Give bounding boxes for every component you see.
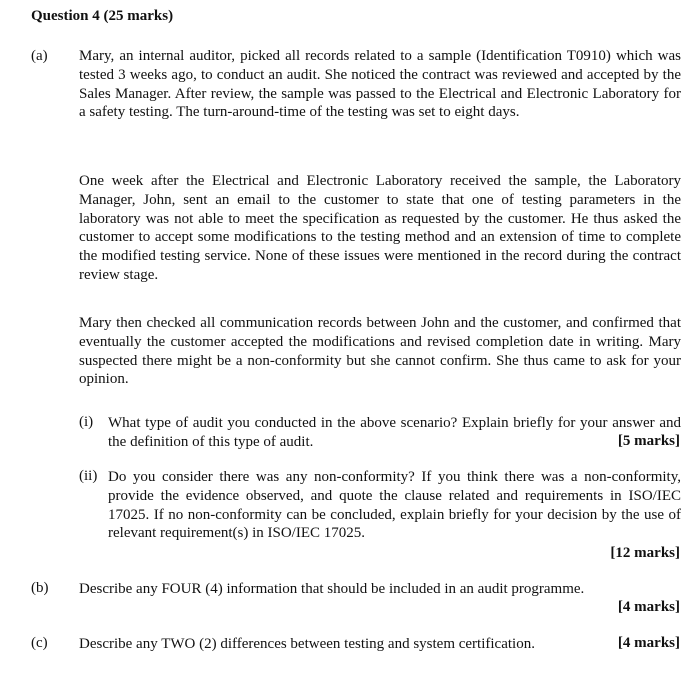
- subpart-i-text: What type of audit you conducted in the above scenario? Explain briefly for your answer and the definition of this type of audit.: [108, 415, 681, 450]
- subpart-ii-text: Do you consider there was any non-conformity? If you think there was a non-conformity, provide the evidence observed, and quote the clause related and requirements in ISO/IEC 17025. If no non-conformity can be concluded, explain briefly for your decision by the use of relevant requirement(s) in ISO/IEC 17025.: [108, 469, 681, 542]
- part-c-marks: [4 marks]: [617, 635, 680, 651]
- part-a-label: (a): [31, 48, 48, 64]
- part-b-text: Describe any FOUR (4) information that should be included in an audit programme.: [79, 581, 585, 597]
- part-c-text: Describe any TWO (2) differences between testing and system certification.: [79, 636, 535, 652]
- subpart-i-label: (i): [79, 414, 94, 430]
- part-c-label: (c): [31, 635, 48, 651]
- part-a-paragraph-1: Mary, an internal auditor, picked all records related to a sample (Identification T0910) which was tested 3 weeks ago, to conduct an audit. She noticed the contract was reviewed and accepted by the Sales Manager. After review, the sample was passed to the Electrical and Electronic Laboratory for a safety testing. The turn-around-time of the testing was set to eight days.: [79, 48, 681, 121]
- question-title: Question 4 (25 marks): [31, 8, 174, 24]
- subpart-ii-marks: [12 marks]: [610, 545, 680, 561]
- part-b-label: (b): [31, 580, 49, 596]
- subpart-i-marks: [5 marks]: [617, 433, 680, 449]
- part-a-paragraph-3: Mary then checked all communication records between John and the customer, and confirmed that eventually the customer accepted the modifications and revised completion date in writing. Mary suspected there might be a non-conformity but she cannot confirm. She thus came to ask for your opinion.: [79, 315, 681, 388]
- part-b-marks: [4 marks]: [617, 599, 680, 615]
- part-a-paragraph-2: One week after the Electrical and Electronic Laboratory received the sample, the Laboratory Manager, John, sent an email to the customer to state that one of testing parameters in the laboratory was not able to meet the specification as requested by the customer. He thus asked the customer to accept some modifications to the testing method and an extension of time to complete the modified testing service. None of these issues were mentioned in the record during the contract review stage.: [79, 173, 681, 283]
- subpart-ii-label: (ii): [79, 468, 98, 484]
